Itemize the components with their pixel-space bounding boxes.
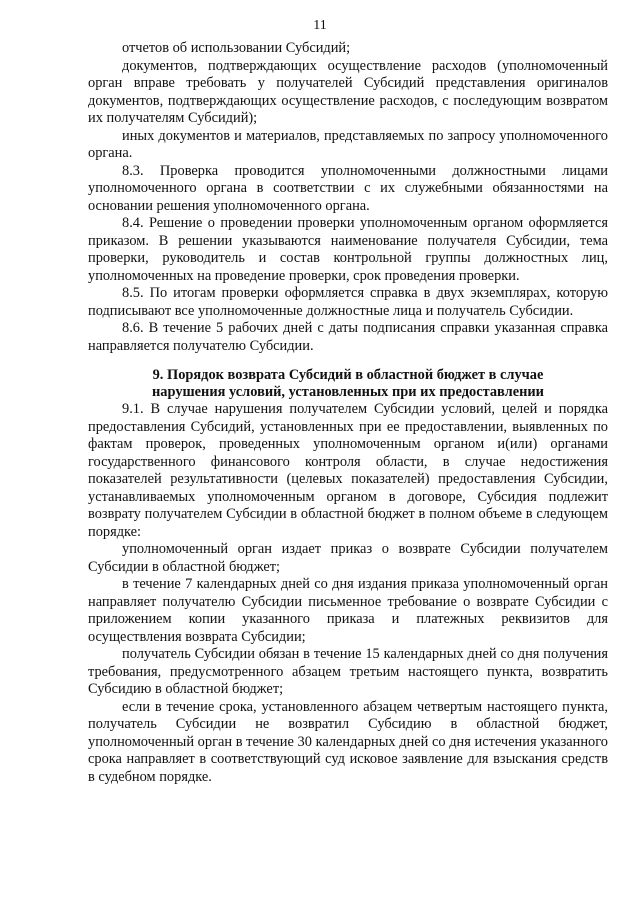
paragraph: уполномоченный орган издает приказ о возврате Субсидии получателем Субсидии в областной бюджет;	[88, 541, 608, 575]
paragraph: иных документов и материалов, представляемых по запросу уполномоченного органа.	[88, 127, 608, 161]
paragraph-8-4: 8.4. Решение о проведении проверки уполномоченным органом оформляется приказом. В решении указываются наименование получателя Субсидии, тема проверки, руководитель и состав контрольной группы должностных лиц, уполномоченных на проведение проверки, срок проведения проверки.	[88, 215, 608, 284]
paragraph: отчетов об использовании Субсидий;	[122, 40, 351, 56]
page-number: 11	[313, 18, 327, 33]
section-title-line-1: 9. Порядок возврата Субсидий в областной бюджет в случае	[152, 367, 544, 383]
paragraph-8-5: 8.5. По итогам проверки оформляется справка в двух экземплярах, которую подписывают все уполномоченные должностные лица и получатель Субсидии.	[88, 285, 608, 319]
document-body	[88, 40, 608, 786]
paragraph-8-3: 8.3. Проверка проводится уполномоченными должностными лицами уполномоченного органа в соответствии с их служебными обязанностями на основании решения уполномоченного органа.	[88, 162, 608, 214]
paragraph-9-1: 9.1. В случае нарушения получателем Субсидии условий, целей и порядка предоставления Субсидий, установленных при ее предоставлении, выявленных по фактам проверок, проведенных уполномоченным органом и(или) органами государственного финансового контроля области, в случае недостижения показателей результативности (целевых показателей) предоставления Субсидии, устанавливаемых уполномоченным органом в договоре, Субсидия подлежит возврату получателем Субсидии в областной бюджет в полном объеме в следующем порядке:	[88, 401, 608, 540]
section-title-line-2: нарушения условий, установленных при их предоставлении	[152, 384, 544, 400]
paragraph: получатель Субсидии обязан в течение 15 календарных дней со дня получения требования, предусмотренного абзацем третьим настоящего пункта, возвратить Субсидию в областной бюджет;	[88, 646, 608, 697]
paragraph: если в течение срока, установленного абзацем четвертым настоящего пункта, получатель Субсидии не возвратил Субсидию в областной бюджет, уполномоченный орган в течение 30 календарных дней со дня истечения указанного срока направляет в соответствующий суд исковое заявление для взыскания средств в судебном порядке.	[88, 698, 608, 785]
paragraph: документов, подтверждающих осуществление расходов (уполномоченный орган вправе требовать у получателей Субсидий представления оригиналов документов, подтверждающих осуществление расходов, с последующим возвратом их получателям Субсидий);	[88, 57, 608, 126]
paragraph-8-6: 8.6. В течение 5 рабочих дней с даты подписания справки указанная справка направляется получателю Субсидии.	[88, 320, 608, 354]
section-title	[88, 367, 608, 401]
paragraph: в течение 7 календарных дней со дня издания приказа уполномоченный орган направляет получателю Субсидии письменное требование о возврате Субсидии с приложением копии указанного приказа и платежных реквизитов для осуществления возврата Субсидии;	[88, 576, 608, 645]
